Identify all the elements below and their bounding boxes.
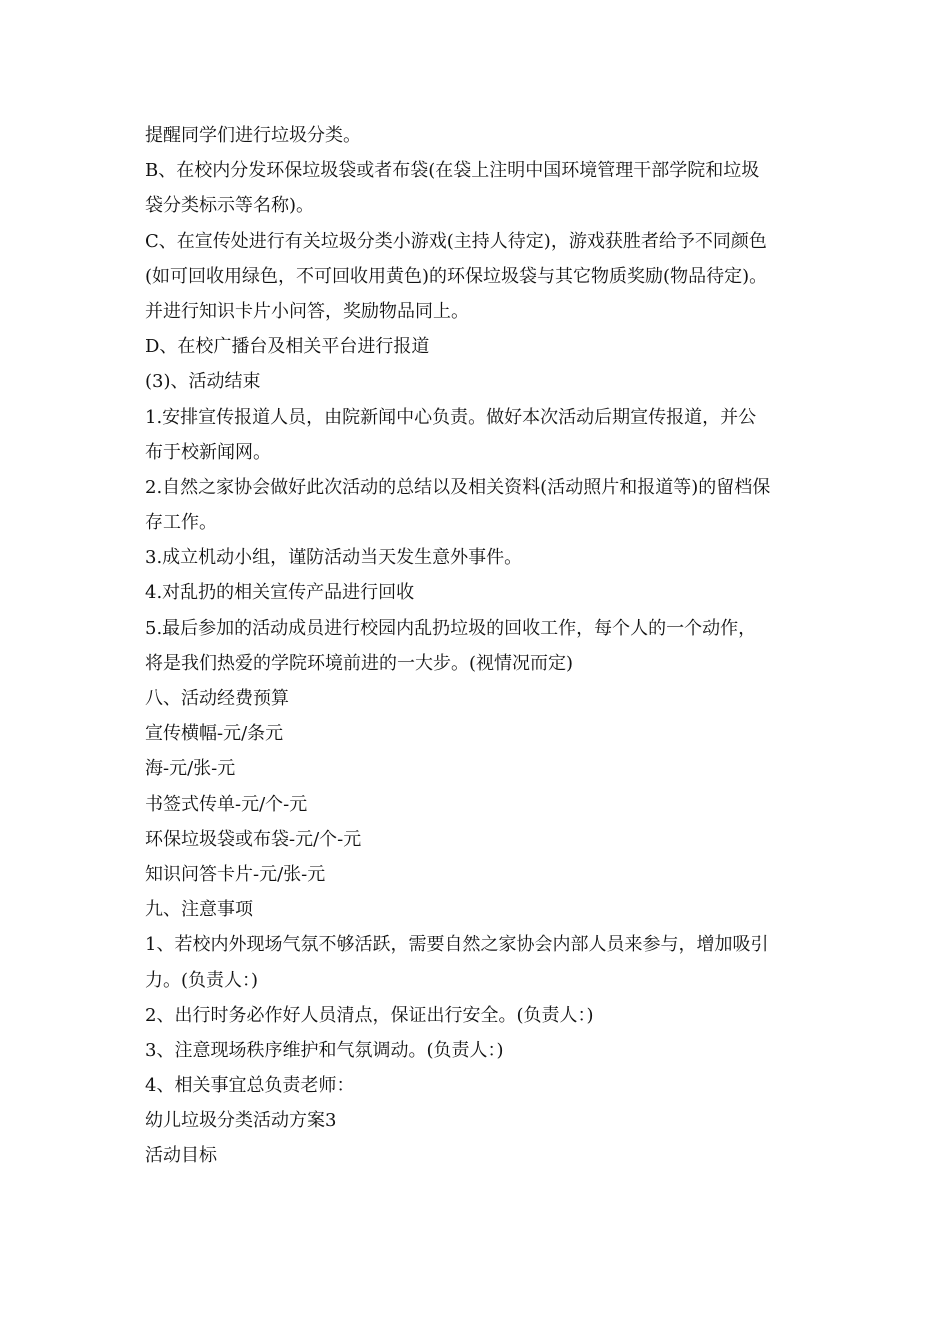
text-line: 将是我们热爱的学院环境前进的一大步。(视情况而定) [145, 652, 574, 674]
budget-item: 宣传横幅-元/条元 [145, 723, 284, 745]
text-line: B、在校内分发环保垃圾袋或者布袋(在袋上注明中国环境管理干部学院和垃圾 [145, 160, 760, 182]
budget-item: 书签式传单-元/个-元 [145, 793, 308, 815]
section-heading: (3)、活动结束 [145, 371, 261, 393]
budget-item: 知识问答卡片-元/张-元 [145, 863, 326, 885]
text-line: C、在宣传处进行有关垃圾分类小游戏(主持人待定)，游戏获胜者给予不同颜色 [145, 230, 767, 252]
text-line: 1、若校内外现场气氛不够活跃，需要自然之家协会内部人员来参与，增加吸引 [145, 934, 769, 956]
text-line: 5.最后参加的活动成员进行校园内乱扔垃圾的回收工作，每个人的一个动作， [145, 617, 757, 639]
section-heading: 八、活动经费预算 [145, 688, 289, 709]
text-line: 存工作。 [145, 512, 217, 534]
budget-item: 海-元/张-元 [145, 758, 236, 780]
budget-item: 环保垃圾袋或布袋-元/个-元 [145, 828, 362, 850]
text-line: 袋分类标示等名称)。 [145, 195, 315, 217]
text-line: 2.自然之家协会做好此次活动的总结以及相关资料(活动照片和报道等)的留档保 [145, 476, 771, 498]
text-line: 4.对乱扔的相关宣传产品进行回收 [145, 582, 415, 604]
text-line: 力。(负责人：) [145, 969, 259, 991]
text-line: (如可回收用绿色，不可回收用黄色)的环保垃圾袋与其它物质奖励(物品待定)。 [145, 265, 768, 287]
section-heading: 九、注意事项 [145, 899, 253, 921]
text-line: D、在校广播台及相关平台进行报道 [145, 336, 430, 358]
document-body [145, 118, 815, 1174]
text-line: 1.安排宣传报道人员，由院新闻中心负责。做好本次活动后期宣传报道，并公 [145, 406, 757, 428]
text-line: 布于校新闻网。 [145, 441, 271, 463]
text-line: 3.成立机动小组，谨防活动当天发生意外事件。 [145, 547, 523, 569]
plan-title: 幼儿垃圾分类活动方案3 [145, 1110, 337, 1132]
text-line: 并进行知识卡片小问答，奖励物品同上。 [145, 300, 469, 322]
text-line: 4、相关事宜总负责老师： [145, 1075, 355, 1097]
section-heading: 活动目标 [145, 1145, 217, 1167]
text-line: 3、注意现场秩序维护和气氛调动。(负责人：) [145, 1039, 504, 1061]
text-line: 2、出行时务必作好人员清点，保证出行安全。(负责人：) [145, 1004, 594, 1026]
text-line: 提醒同学们进行垃圾分类。 [145, 125, 361, 146]
